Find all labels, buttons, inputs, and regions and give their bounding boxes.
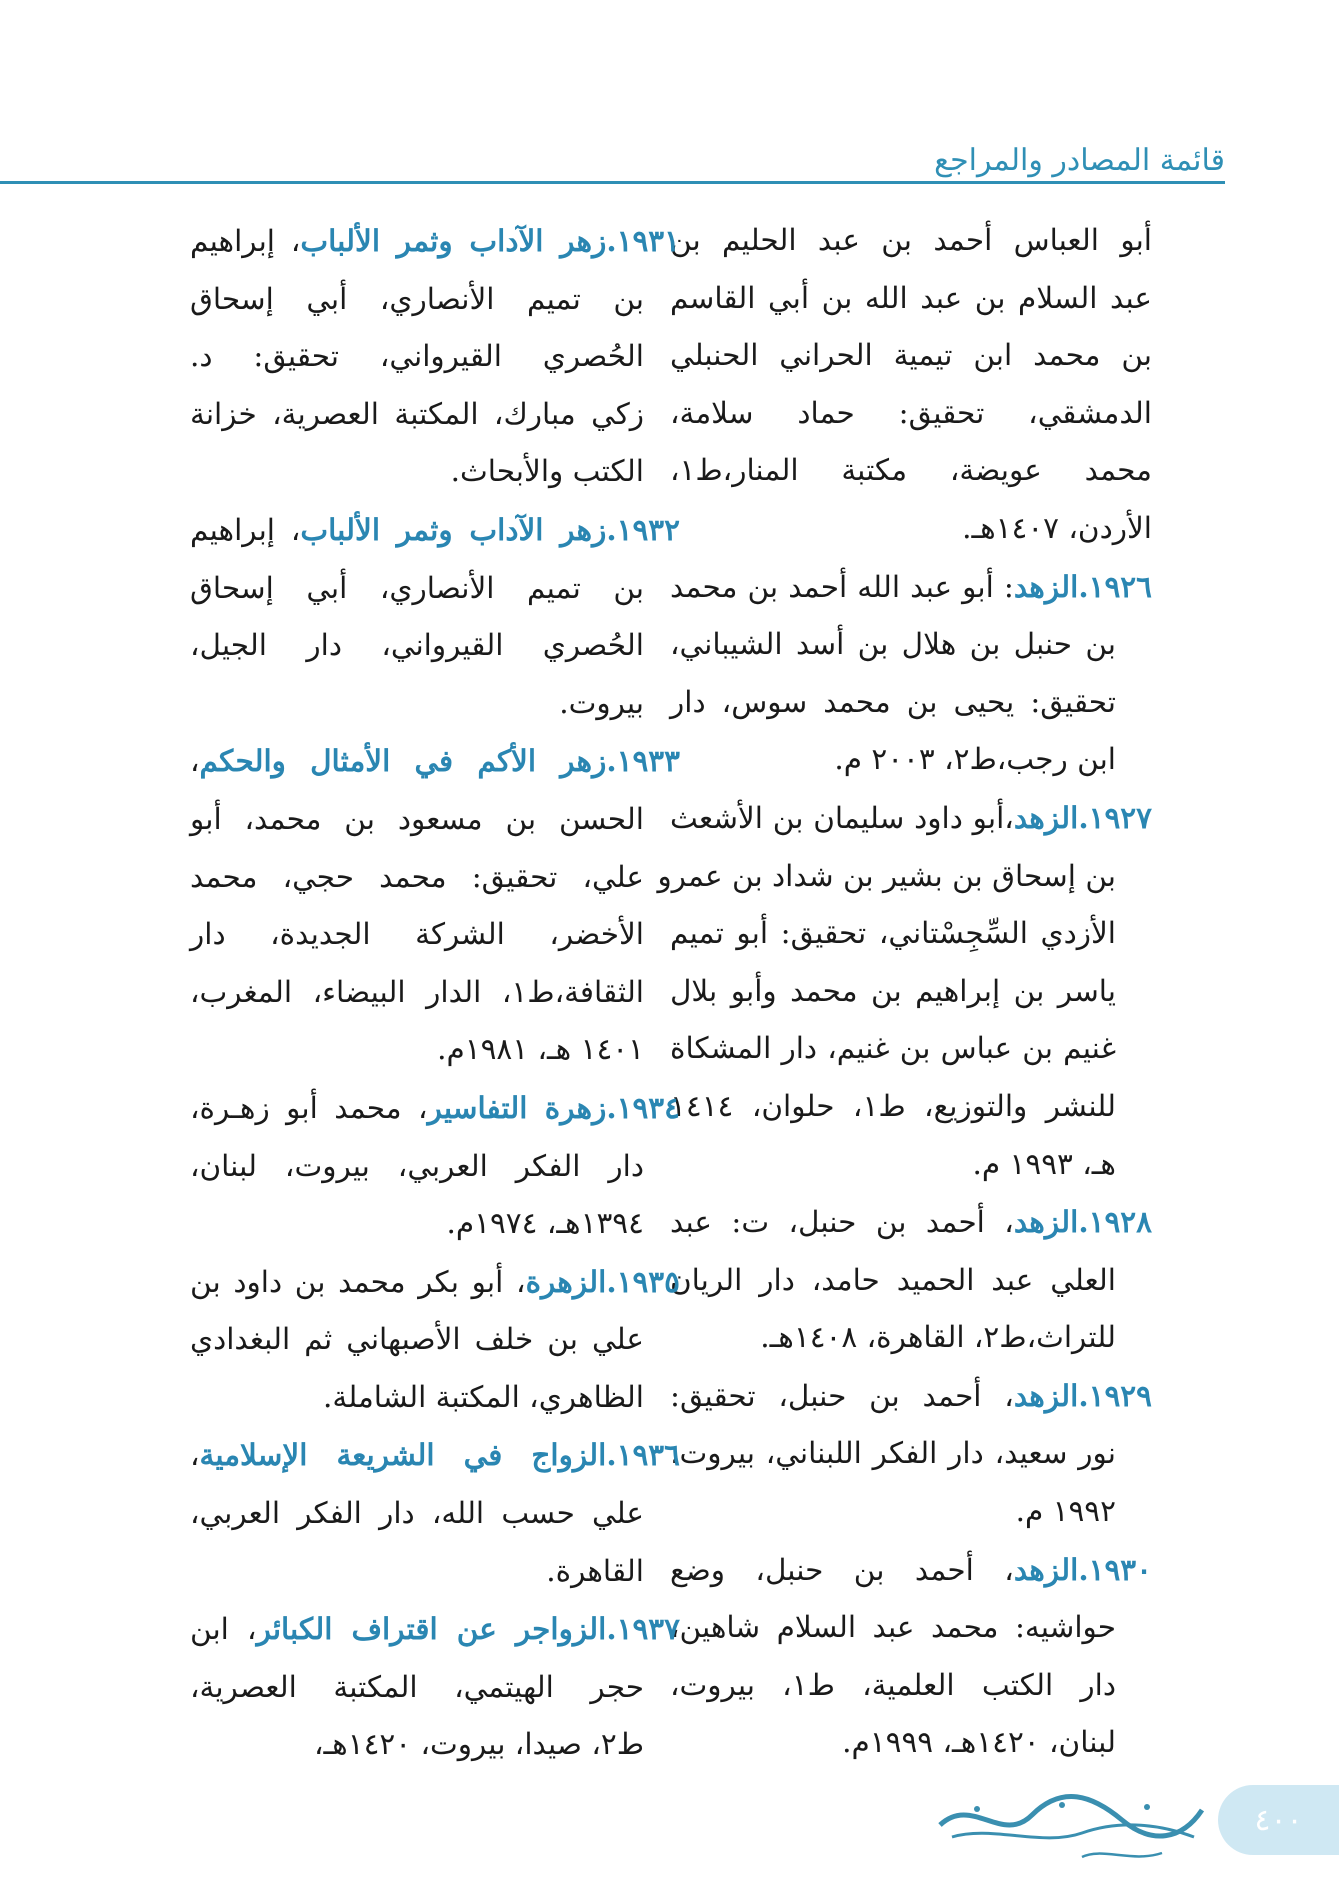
- page-number-badge: [1218, 1785, 1339, 1855]
- reference-entry: [190, 1253, 680, 1427]
- entry-first-line: [190, 1253, 680, 1312]
- entry-line: ياسر بن إبراهيم بن محمد وأبو بلال: [670, 973, 1116, 1008]
- entry-first-text: ، إبراهيم: [190, 224, 301, 258]
- entry-line: تحقيق: يحيى بن محمد سوس، دار: [670, 684, 1116, 719]
- entry-first-line: [670, 1367, 1152, 1426]
- entry-first-line: [190, 732, 680, 791]
- entry-line: علي، تحقيق: محمد حجي، محمد: [190, 859, 644, 894]
- entry-line: ١٩٩٢ م.: [1015, 1494, 1116, 1529]
- entry-number: ١٩٢٨.: [1078, 1204, 1152, 1240]
- logo-calligraphy-stroke: [940, 1796, 1202, 1836]
- entry-first-text: ، أحمد بن حنبل، وضع: [670, 1552, 1014, 1587]
- reference-entry: [670, 1367, 1152, 1541]
- entry-first-line: [190, 1079, 680, 1138]
- entry-title: زهر الآداب وثمر الألباب: [300, 223, 607, 258]
- reference-entry: [190, 732, 680, 1079]
- reference-entry: [657, 789, 1152, 1193]
- entry-line: علي حسب الله، دار الفكر العربي،: [190, 1496, 644, 1531]
- reference-entry: [190, 1600, 680, 1774]
- right-column: [657, 212, 1152, 1772]
- entry-line: دار الفكر العربي، بيروت، لبنان،: [190, 1148, 644, 1183]
- entry-line: الأردن، ١٤٠٧هـ.: [962, 510, 1152, 545]
- entry-line: علي بن خلف الأصبهاني ثم البغدادي: [190, 1322, 644, 1357]
- entry-number: ١٩٣٤.: [606, 1089, 680, 1125]
- entry-line: حجر الهيتمي، المكتبة العصرية،: [190, 1669, 644, 1704]
- entry-line: الحسن بن مسعود بن محمد، أبو: [190, 801, 644, 836]
- reference-entry: [670, 1541, 1152, 1772]
- entry-number: ١٩٢٧.: [1078, 799, 1152, 835]
- reference-entry: [190, 1426, 680, 1600]
- entry-line: دار الكتب العلمية، ط١، بيروت،: [670, 1667, 1116, 1702]
- entry-title: الزواجر عن اقتراف الكبائر: [256, 1611, 607, 1647]
- entry-line: بيروت.: [559, 685, 644, 720]
- entry-line: ط٢، صيدا، بيروت، ١٤٢٠هـ،: [313, 1727, 644, 1762]
- entry-line: الكتب والأبحاث.: [450, 454, 644, 489]
- entry-number: ١٩٣٠.: [1078, 1551, 1152, 1587]
- entry-first-text: ، ابن: [190, 1612, 257, 1647]
- entry-line: الأخضر، الشركة الجديدة، دار: [190, 917, 644, 952]
- entry-number: ١٩٢٩.: [1078, 1377, 1152, 1413]
- entry-first-text: ،: [190, 744, 200, 779]
- entry-first-text: ،أبو داود سليمان بن الأشعث: [670, 800, 1014, 835]
- entry-title: زهر الآداب وثمر الألباب: [300, 511, 607, 547]
- entry-line: الدمشقي، تحقيق: حماد سلامة،: [670, 395, 1152, 430]
- entry-first-line: [190, 501, 680, 560]
- entry-title: الزهد: [1013, 1551, 1079, 1587]
- entry-title: الزهد: [1013, 1204, 1079, 1240]
- entry-line: حواشيه: محمد عبد السلام شاهين،: [670, 1610, 1116, 1645]
- entry-line: بن تميم الأنصاري، أبي إسحاق: [190, 570, 644, 605]
- entry-first-line: [670, 558, 1152, 617]
- entry-line: محمد عويضة، مكتبة المنار،ط١،: [670, 453, 1152, 488]
- entry-line: ابن رجب،ط٢، ٢٠٠٣ م.: [834, 742, 1116, 777]
- entry-title: الزهرة: [525, 1263, 607, 1299]
- entry-line: العلي عبد الحميد حامد، دار الريان: [670, 1262, 1116, 1297]
- entry-first-line: [670, 1541, 1152, 1600]
- entry-line: نور سعيد، دار الفكر اللبناني، بيروت،: [670, 1436, 1116, 1471]
- entry-line: بن حنبل بن هلال بن أسد الشيباني،: [670, 627, 1116, 662]
- entry-first-line: [670, 789, 1152, 848]
- reference-entry: [670, 558, 1152, 789]
- reference-entry: [190, 1079, 680, 1253]
- entry-line: أبو العباس أحمد بن عبد الحليم بن: [670, 223, 1152, 257]
- entry-line: الأزدي السِّجِسْتاني، تحقيق: أبو تميم: [670, 916, 1116, 951]
- entry-line: الظاهري، المكتبة الشاملة.: [323, 1379, 644, 1414]
- page-number: ٤٠٠: [1254, 1802, 1303, 1838]
- entry-line: الحُصري القيرواني، دار الجيل،: [190, 628, 644, 663]
- entry-line: بن محمد ابن تيمية الحراني الحنبلي: [670, 338, 1152, 373]
- entry-number: ١٩٣١.: [606, 223, 680, 258]
- entry-first-text: ، أحمد بن حنبل، تحقيق:: [670, 1378, 1014, 1413]
- entry-first-line: [190, 1600, 680, 1659]
- entry-number: ١٩٣٥.: [606, 1263, 680, 1299]
- reference-entry: [670, 212, 1152, 558]
- entry-line: عبد السلام بن عبد الله بن أبي القاسم: [670, 280, 1152, 315]
- entry-line: زكي مبارك، المكتبة العصرية، خزانة: [190, 396, 644, 431]
- entry-number: ١٩٢٦.: [1078, 568, 1152, 604]
- entry-line: غنيم بن عباس بن غنيم، دار المشكاة: [670, 1031, 1116, 1066]
- entry-first-text: ، إبراهيم: [190, 512, 301, 547]
- reference-entry: [670, 1193, 1152, 1367]
- left-column: [190, 212, 680, 1774]
- entry-line: الحُصري القيرواني، تحقيق: د.: [190, 339, 644, 374]
- entry-line: القاهرة.: [546, 1553, 644, 1588]
- entry-title: الزهد: [1013, 799, 1079, 835]
- entry-number: ١٩٣٧.: [606, 1611, 680, 1647]
- entry-first-text: ،: [190, 1438, 200, 1473]
- entry-first-text: ، أحمد بن حنبل، ت: عبد: [670, 1205, 1014, 1240]
- entry-number: ١٩٣٣.: [606, 743, 680, 779]
- entry-first-text: ، أبو بكر محمد بن داود بن: [190, 1264, 526, 1299]
- reference-entry: [190, 501, 680, 732]
- entry-line: هـ، ١٩٩٣ م.: [972, 1146, 1116, 1181]
- entry-line: ١٤٠١ هـ، ١٩٨١م.: [437, 1032, 644, 1067]
- entry-first-line: [190, 212, 680, 271]
- entry-line: لبنان، ١٤٢٠هـ، ١٩٩٩م.: [842, 1725, 1116, 1760]
- entry-first-text: : أبو عبد الله أحمد بن محمد: [670, 569, 1014, 604]
- header-divider: [0, 181, 1225, 184]
- entry-line: للنشر والتوزيع، ط١، حلوان، ١٤١٤: [670, 1088, 1116, 1123]
- entry-line: للتراث،ط٢، القاهرة، ١٤٠٨هـ.: [760, 1320, 1116, 1355]
- running-header-title: قائمة المصادر والمراجع: [934, 143, 1225, 178]
- entry-title: زهر الأكم في الأمثال والحكم: [199, 743, 607, 779]
- entry-title: الزهد: [1013, 1377, 1079, 1413]
- entry-line: ١٣٩٤هـ، ١٩٧٤م.: [446, 1206, 644, 1241]
- encyclopedia-logo: [932, 1785, 1208, 1873]
- entry-title: الزهد: [1013, 568, 1079, 604]
- entry-title: زهرة التفاسير: [427, 1089, 607, 1125]
- entry-title: الزواج في الشريعة الإسلامية: [199, 1437, 607, 1473]
- entry-first-line: [670, 1193, 1152, 1252]
- entry-line: بن إسحاق بن بشير بن شداد بن عمرو: [657, 858, 1116, 893]
- entry-number: ١٩٣٢.: [606, 511, 680, 547]
- entry-line: الثقافة،ط١، الدار البيضاء، المغرب،: [190, 974, 644, 1009]
- reference-entry: [190, 212, 680, 501]
- entry-line: بن تميم الأنصاري، أبي إسحاق: [190, 281, 644, 316]
- entry-first-text: ، محمد أبو زهـرة،: [190, 1090, 428, 1125]
- entry-first-line: [190, 1426, 680, 1485]
- entry-number: ١٩٣٦.: [606, 1437, 680, 1473]
